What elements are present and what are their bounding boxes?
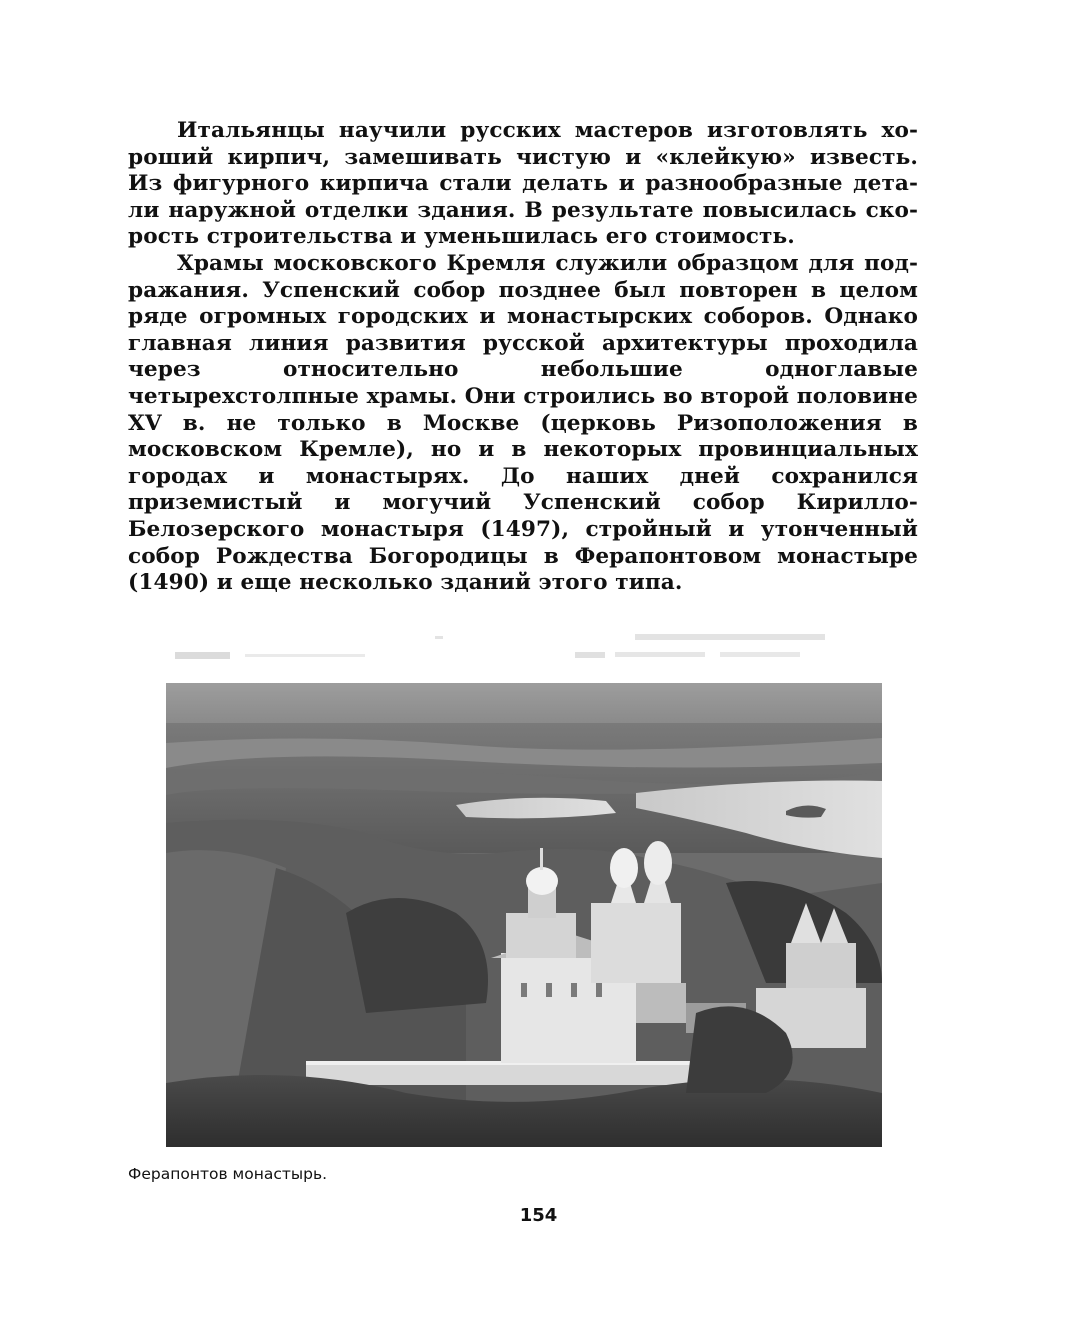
body-text [128, 118, 918, 597]
bleed-through-marks [175, 630, 855, 670]
paragraph-1: Итальянцы научили русских мастеров изготовлять хороший кирпич, замешивать чистую и «клейкую» известь. Из фигурного кирпича стали делать и разнообразные детали наружной отделки здания. В результате повысилась скорость строительства и уменьшилась его стоимость. [128, 118, 918, 250]
paragraph-2: Храмы московского Кремля служили образцом для подражания. Успенский собор позднее был повторен в целом ряде огромных городских и монастырских соборов. Однако главная линия развития русской архитектуры проходила через относительно небольшие одноглавые четырехстолпные храмы. Они строились во второй половине XV в. не только в Москве (церковь Ризоположения в московском Кремле), но и в некоторых провинциальных городах и монастырях. До наших дней сохранился приземистый и могучий Успенский собор Кирилло-Белозерского монастыря (1497), стройный и утонченный собор Рождества Богородицы в Ферапонтовом монастыре (1490) и еще несколько зданий этого типа. [128, 250, 918, 596]
ferapontov-monastery-image [166, 683, 882, 1147]
monastery-photo [166, 683, 882, 1147]
figure-caption: Ферапонтов монастырь. [128, 1165, 328, 1183]
page-number: 154 [519, 1205, 558, 1226]
